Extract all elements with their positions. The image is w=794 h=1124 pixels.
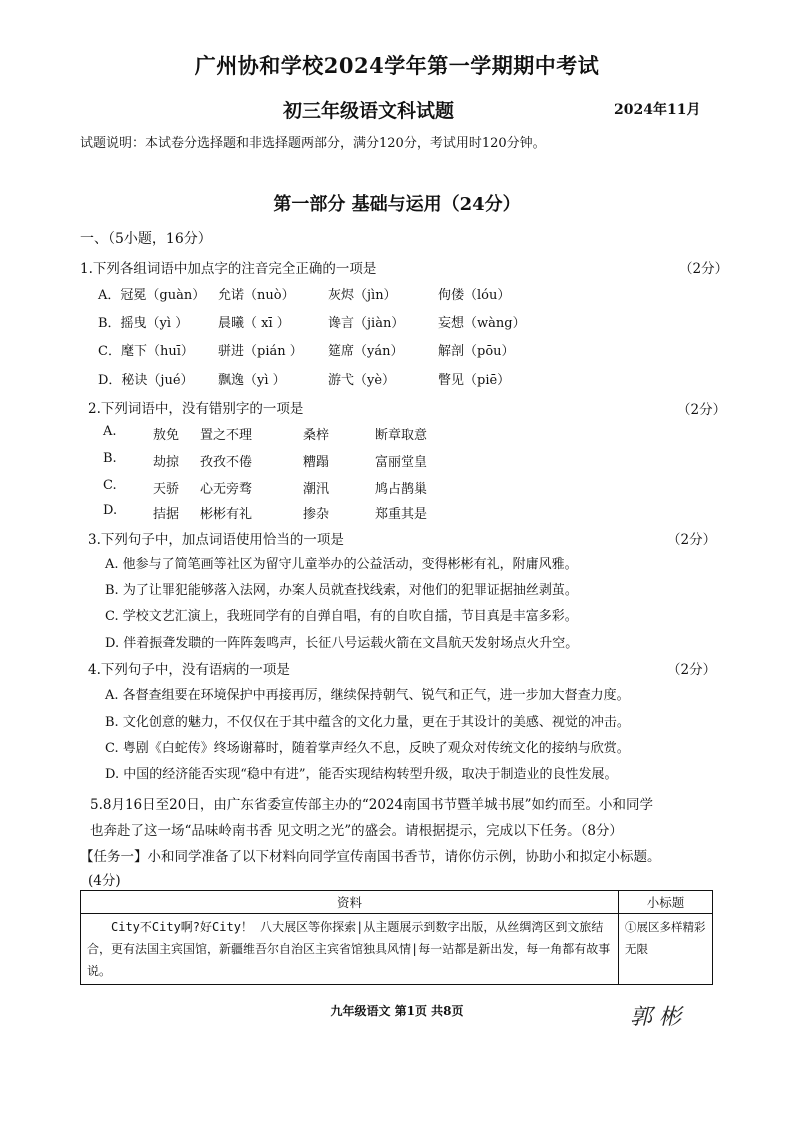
q3-option: A. 他参与了简笔画等社区为留守儿童举办的公益活动，变得彬彬有礼，附庸风雅。	[105, 557, 578, 572]
q1-option: B．摇曳（yì ）	[98, 316, 189, 331]
q2-option-word: 劫掠	[153, 455, 180, 470]
q2-option-word: 潮汛	[303, 482, 330, 497]
question-2-score: （2分）	[677, 402, 727, 418]
q2-option-word: 孜孜不倦	[200, 455, 253, 470]
material-text: City不City啊?好City！ 八大展区等你探索|从主题展示到数字出版，从丝绸湾区到文旅结合，更有法国主宾国馆，新疆维吾尔自治区主宾省馆独具风情|每一站都是新出发，每一角都有故事说。	[81, 914, 619, 985]
question-4-stem: 4.下列句子中，没有语病的一项是	[88, 662, 290, 678]
task-1-line-1: 【任务一】小和同学准备了以下材料向同学宣传南国书香节，请你仿示例，协助小和拟定小标题。	[80, 849, 661, 865]
question-1-stem: 1.下列各组词语中加点字的注音完全正确的一项是	[80, 261, 377, 277]
q2-option-word: 郑重其是	[375, 507, 428, 522]
exam-title: 广州协和学校2024学年第一学期期中考试	[194, 53, 600, 78]
question-5-line-2: 也奔赴了这一场“品味岭南书香 见文明之光”的盛会。请根据提示，完成以下任务。（8分）	[90, 823, 623, 839]
q2-option-word: 断章取意	[375, 428, 428, 443]
page-footer: 九年级语文 第1页 共8页	[330, 1004, 464, 1018]
task-1-line-2: (4分)	[88, 873, 121, 889]
q2-option-letter: D.	[103, 503, 118, 518]
q2-option-word: 桑梓	[303, 428, 330, 443]
q1-option: C．麾下（huī）	[98, 344, 194, 359]
question-1-score: （2分）	[679, 261, 729, 277]
q2-option-word: 掺杂	[303, 507, 330, 522]
q1-option: 游弋（yè）	[328, 373, 396, 388]
q1-option: 瞥见（piē）	[438, 373, 511, 388]
q2-option-letter: A.	[103, 424, 117, 439]
q2-option-word: 拮据	[153, 507, 180, 522]
question-3-stem: 3.下列句子中，加点词语使用恰当的一项是	[88, 532, 344, 548]
exam-subtitle: 初三年级语文科试题	[283, 100, 455, 122]
q1-option: 飘逸（yì ）	[218, 373, 286, 388]
handwritten-signature: 郭 彬	[630, 1005, 681, 1030]
q2-option-word: 天骄	[153, 482, 180, 497]
q1-option: 筵席（yán）	[328, 344, 404, 359]
question-5-line-1: 5.8月16日至20日，由广东省委宣传部主办的“2024南国书节暨羊城书展”如约而至。小和同学	[90, 797, 653, 813]
question-3-score: （2分）	[667, 532, 717, 548]
q1-option: D．秘诀（jué）	[98, 373, 194, 388]
q2-option-word: 彬彬有礼	[200, 507, 253, 522]
q2-option-letter: C.	[103, 478, 117, 493]
q1-option: 骈进（pián ）	[218, 344, 303, 359]
q4-option: A. 各督查组要在环境保护中再接再厉，继续保持朝气、锐气和正气，进一步加大督查力度。	[105, 688, 630, 703]
q1-option: 晨曦（ xī ）	[218, 316, 290, 331]
question-4-score: （2分）	[667, 662, 717, 678]
q2-option-word: 置之不理	[200, 428, 253, 443]
part-title: 第一部分 基础与运用（24分）	[273, 194, 521, 215]
q4-option: B. 文化创意的魅力，不仅仅在于其中蕴含的文化力量，更在于其设计的美感、视觉的冲击。	[105, 715, 630, 730]
q2-option-letter: B.	[103, 451, 117, 466]
q4-option: C. 粤剧《白蛇传》终场谢幕时，随着掌声经久不息，反映了观众对传统文化的接纳与欣赏。	[105, 741, 630, 756]
exam-note: 试题说明：本试卷分选择题和非选择题两部分，满分120分，考试用时120分钟。	[80, 136, 546, 151]
q1-option: 佝偻（lóu）	[438, 288, 511, 303]
table-header-material: 资料	[81, 891, 619, 914]
question-2-stem: 2.下列词语中，没有错别字的一项是	[88, 401, 304, 417]
q2-option-word: 心无旁骛	[200, 482, 253, 497]
q3-option: D. 伴着振聋发聩的一阵阵轰鸣声，长征八号运载火箭在文昌航天发射场点火升空。	[105, 636, 579, 651]
section-heading: 一、（5小题，16分）	[80, 231, 212, 247]
q2-option-word: 敖免	[153, 428, 180, 443]
table-header-subtitle: 小标题	[619, 891, 713, 914]
q1-option: 妄想（wàng）	[438, 316, 526, 331]
q3-option: B. 为了让罪犯能够落入法网，办案人员就查找线索，对他们的犯罪证据抽丝剥茧。	[105, 583, 578, 598]
material-table	[80, 890, 713, 985]
q1-option: 允诺（nuò）	[218, 288, 295, 303]
q4-option: D. 中国的经济能否实现“稳中有进”，能否实现结构转型升级，取决于制造业的良性发展。	[105, 767, 618, 782]
q2-option-word: 富丽堂皇	[375, 455, 428, 470]
subtitle-example: ①展区多样精彩无限	[619, 914, 713, 985]
q1-option: 谗言（jiàn）	[328, 316, 405, 331]
exam-date: 2024年11月	[614, 102, 701, 118]
q1-option: 灰烬（jìn）	[328, 288, 397, 303]
q3-option: C. 学校文艺汇演上，我班同学有的自弹自唱，有的自吹自擂，节目真是丰富多彩。	[105, 609, 578, 624]
q2-option-word: 糟蹋	[303, 455, 330, 470]
q1-option: 解剖（pōu）	[438, 344, 515, 359]
q1-option: A．冠冕（guàn）	[98, 288, 206, 303]
q2-option-word: 鸠占鹊巢	[375, 482, 428, 497]
